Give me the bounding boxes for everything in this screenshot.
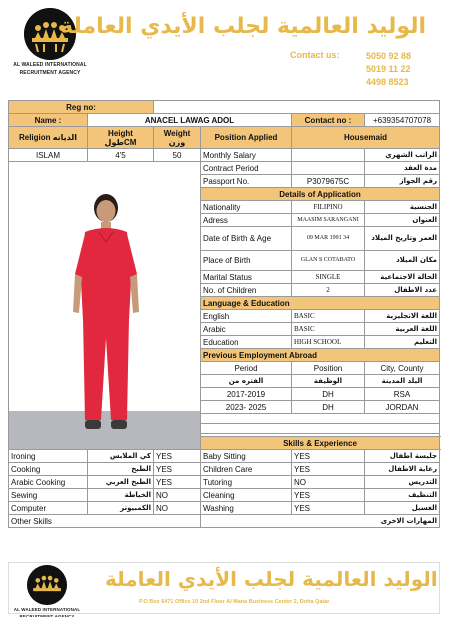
other-skills-label: Other Skills: [9, 515, 201, 528]
height-heading-ar: طولCM: [104, 137, 137, 147]
logo-emblem-icon: [27, 565, 67, 605]
person-figure-icon: [9, 162, 199, 450]
marital-label: Marital Status: [201, 271, 292, 284]
english-label-ar: اللغة الانجليزية: [365, 310, 440, 323]
birthplace-value: GLAN S COTABATO: [292, 251, 365, 271]
skill-label: Arabic Cooking: [9, 476, 88, 489]
reg-value: [154, 101, 440, 114]
other-skills-row: [9, 515, 440, 528]
footer-letterhead: [8, 562, 440, 617]
religion-heading: Religion الديانه: [9, 127, 88, 149]
address-label: Adress: [201, 214, 292, 227]
children-label-ar: عدد الاطفال: [365, 284, 440, 297]
skill-label-ar: الطبخ العربي: [88, 476, 154, 489]
weight-heading: [154, 127, 201, 149]
religion-value: ISLAM: [9, 149, 88, 162]
employment-period: 2023- 2025: [201, 401, 292, 414]
skill-value: YES: [292, 463, 365, 476]
footer-company-line1: AL WALEED INTERNATIONAL: [13, 607, 81, 612]
contract-label: Contract Period: [201, 162, 292, 175]
skill-value: YES: [154, 450, 201, 463]
skill-label: Washing: [201, 502, 292, 515]
nationality-value: FILIPINO: [292, 201, 365, 214]
address-value: MAASIM SARANGANI: [292, 214, 365, 227]
children-value: 2: [292, 284, 365, 297]
position-value: Housemaid: [292, 127, 440, 149]
contact-no-label: Contact no :: [292, 114, 365, 127]
arabic-label-ar: اللغة العربية: [365, 323, 440, 336]
skill-value: YES: [154, 476, 201, 489]
skill-row: [9, 489, 440, 502]
height-heading-en: Height: [108, 128, 133, 138]
skill-label-ar: الخياطة: [88, 489, 154, 502]
skill-value: NO: [154, 489, 201, 502]
english-value: BASIC: [292, 310, 365, 323]
skill-label-ar: رعاية الاطفال: [365, 463, 440, 476]
skill-label: Children Care: [201, 463, 292, 476]
country-heading-ar: البلد المدينة: [365, 375, 440, 388]
passport-value: P3079675C: [292, 175, 365, 188]
skill-value: YES: [154, 463, 201, 476]
salary-value: [292, 149, 365, 162]
contact-no-value: +639354707078: [365, 114, 440, 127]
skill-value: YES: [292, 489, 365, 502]
employment-position: DH: [292, 401, 365, 414]
address-label-ar: العنوان: [365, 214, 440, 227]
arabic-value: BASIC: [292, 323, 365, 336]
phone-number: 4498 8523: [366, 77, 409, 87]
skill-row: [9, 476, 440, 489]
phone-number: 5050 92 88: [366, 51, 412, 61]
dob-label-ar: العمر وتاريخ الميلاد: [365, 227, 440, 251]
position-col-heading-ar: الوظيفة: [292, 375, 365, 388]
skills-title: Skills & Experience: [201, 437, 440, 450]
footer-logo: [11, 565, 83, 617]
passport-label-ar: رقم الجواز: [365, 175, 440, 188]
heading-row: [9, 127, 440, 149]
phone-number: 5019 11 22: [366, 64, 411, 74]
skill-row: [9, 450, 440, 463]
position-col-heading: Position: [292, 362, 365, 375]
footer-company-line2: RECRUITMENT AGENCY: [19, 614, 75, 617]
employment-country: JORDAN: [365, 401, 440, 414]
footer-arabic-title: الوليد العالمية لجلب الأيدي العاملة: [105, 567, 438, 591]
skill-label: Cooking: [9, 463, 88, 476]
period-heading-ar: الفتره من: [201, 375, 292, 388]
marital-label-ar: الحالة الاجتماعية: [365, 271, 440, 284]
letterhead: [8, 6, 440, 90]
skill-label-ar: الطبخ: [88, 463, 154, 476]
children-label: No. of Children: [201, 284, 292, 297]
skill-label-ar: جليسة اطفال: [365, 450, 440, 463]
skill-row: [9, 502, 440, 515]
period-heading: Period: [201, 362, 292, 375]
marital-value: SINGLE: [292, 271, 365, 284]
nationality-label-ar: الجنسية: [365, 201, 440, 214]
passport-label: Passport No.: [201, 175, 292, 188]
skill-value: NO: [292, 476, 365, 489]
height-heading: [88, 127, 154, 149]
applicant-photo: [9, 162, 201, 450]
skill-value: YES: [292, 450, 365, 463]
phone-list: [366, 50, 411, 89]
company-name-line2: RECRUITMENT AGENCY: [19, 70, 81, 76]
employment-blank: [201, 424, 440, 434]
contract-row: [9, 162, 440, 175]
employment-position: DH: [292, 388, 365, 401]
english-label: English: [201, 310, 292, 323]
footer-address: P.O Box 6471 Office 10 2nd Floor Al Mana Business Center 2, Doha Qatar: [139, 599, 330, 605]
weight-value: 50: [154, 149, 201, 162]
cv-table: [8, 100, 439, 528]
contract-label-ar: مدة العقد: [365, 162, 440, 175]
skill-label: Cleaning: [201, 489, 292, 502]
skill-label-ar: التنظيف: [365, 489, 440, 502]
employment-title: Previous Employment Abroad: [201, 349, 440, 362]
salary-label-ar: الراتب الشهري: [365, 149, 440, 162]
skill-value: YES: [292, 502, 365, 515]
nationality-label: Nationality: [201, 201, 292, 214]
country-heading: City, County: [365, 362, 440, 375]
skill-label: Baby Sitting: [201, 450, 292, 463]
reg-label: Reg no:: [9, 101, 154, 114]
skill-value: NO: [154, 502, 201, 515]
contact-label: Contact us:: [290, 50, 340, 60]
education-value: HIGH SCHOOL: [292, 336, 365, 349]
name-label: Name :: [9, 114, 88, 127]
weight-heading-ar: وزن: [168, 137, 186, 147]
applicant-photo-area: [9, 162, 200, 449]
name-row: [9, 114, 440, 127]
skill-label: Sewing: [9, 489, 88, 502]
other-skills-label-ar: المهارات الاخرى: [201, 515, 440, 528]
employment-period: 2017-2019: [201, 388, 292, 401]
skill-label-ar: الغسيل: [365, 502, 440, 515]
employment-country: RSA: [365, 388, 440, 401]
name-value: ANACEL LAWAG ADOL: [88, 114, 292, 127]
position-heading: Position Applied: [201, 127, 292, 149]
arabic-company-title: الوليد العالمية لجلب الأيدي العاملة: [60, 14, 426, 39]
salary-label: Monthly Salary: [201, 149, 292, 162]
employment-blank: [201, 414, 440, 424]
birthplace-label-ar: مكان الميلاد: [365, 251, 440, 271]
education-label-ar: التعليم: [365, 336, 440, 349]
weight-heading-en: Weight: [163, 128, 191, 138]
skill-row: [9, 463, 440, 476]
arabic-label: Arabic: [201, 323, 292, 336]
skill-label-ar: الكمبيوتر: [88, 502, 154, 515]
birthplace-label: Place of Birth: [201, 251, 292, 271]
basic-values-row: [9, 149, 440, 162]
dob-value: 09 MAR 1991 34: [292, 227, 365, 251]
application-title: Details of Application: [201, 188, 440, 201]
skill-label: Computer: [9, 502, 88, 515]
dob-label: Date of Birth & Age: [201, 227, 292, 251]
skill-label: Ironing: [9, 450, 88, 463]
height-value: 4'5: [88, 149, 154, 162]
skill-label: Tutoring: [201, 476, 292, 489]
skill-label-ar: التدريس: [365, 476, 440, 489]
reg-row: [9, 101, 440, 114]
education-label: Education: [201, 336, 292, 349]
company-name-line1: AL WALEED INTERNATIONAL: [13, 62, 87, 68]
language-title: Language & Education: [201, 297, 440, 310]
skill-label-ar: كي الملابس: [88, 450, 154, 463]
contract-value: [292, 162, 365, 175]
